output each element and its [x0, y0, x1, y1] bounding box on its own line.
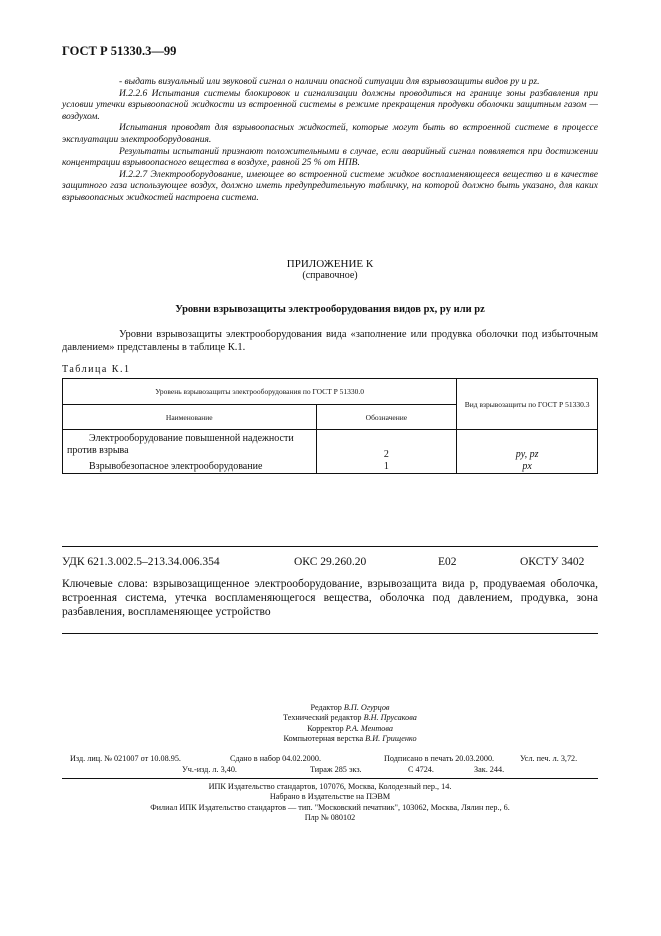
table-cell-type: px — [457, 460, 598, 474]
oks-code: ОКС 29.260.20 — [294, 556, 367, 568]
table-group-header: Уровень взрывозащиты электрооборудования по ГОСТ Р 51330.0 — [63, 379, 457, 405]
table-row — [63, 430, 598, 460]
imprint-item: Уч.-изд. л. 3,40. — [182, 765, 237, 774]
publisher-block — [62, 782, 598, 823]
publisher-line: Набрано в Издательстве на ПЭВМ — [269, 792, 391, 802]
table-col-symbol: Обозначение — [316, 405, 457, 430]
appendix-heading: Уровни взрывозащиты электрооборудования видов px, py или pz — [175, 304, 485, 315]
okstu-code: ОКСТУ 3402 — [520, 556, 585, 568]
credit-line: Компьютерная верстка В.И. Грищенко — [283, 733, 417, 743]
paragraph: Результаты испытаний признают положительными в случае, если аварийный сигнал появляется при достижении концентрации взрывоопасного вещества в воздухе, равной 25 % от НПВ. — [62, 146, 598, 169]
publisher-line: Плр № 080102 — [304, 812, 356, 822]
imprint-item: С 4724. — [408, 765, 434, 774]
udk-code: УДК 621.3.002.5–213.34.006.354 — [62, 556, 220, 568]
table-cell-type: py, pz — [457, 430, 598, 460]
imprint-item: Зак. 244. — [474, 765, 505, 774]
body-text — [62, 77, 598, 205]
publisher-line: ИПК Издательство стандартов, 107076, Москва, Колодезный пер., 14. — [208, 782, 452, 791]
table-col-type: Вид взрывозащиты по ГОСТ Р 51330.3 — [457, 379, 598, 430]
appendix-title: ПРИЛОЖЕНИЕ К — [286, 258, 374, 270]
table-row — [63, 460, 598, 474]
credit-line: Технический редактор В.Н. Прусакова — [283, 713, 417, 723]
divider — [62, 633, 598, 634]
imprint-item: Тираж 285 экз. — [310, 765, 362, 774]
e-code: Е02 — [438, 556, 457, 568]
table-cell-name: Взрывобезопасное электрооборудование — [63, 460, 317, 474]
paragraph: И.2.2.6 Испытания системы блокировок и сигнализации должны проводиться на границе зоны разбавления при условии утечки взрывоопасной жидкости из встроенной системы в режиме прекращения продувки оболочки защитным газом — воздухом. — [62, 88, 598, 122]
divider — [62, 778, 598, 779]
keywords: Ключевые слова: взрывозащищенное электрооборудование, взрывозащита вида p, продуваемая оболочка, встроенная система, утечка воспламеняющегося вещества, оболочка под давлением, продувка, зона разбавления, воспламеняющее устройство — [62, 578, 598, 618]
publisher-line: Филиал ИПК Издательство стандартов — тип. "Московский печатник", 103062, Москва, Лялин пер., 6. — [150, 802, 510, 812]
table-label: Таблица К.1 — [62, 364, 131, 375]
credits — [62, 703, 598, 744]
credit-line: Редактор В.П. Огурцов — [310, 703, 390, 712]
table-col-name: Наименование — [63, 405, 317, 430]
paragraph: И.2.2.7 Электрооборудование, имеющее во встроенной системе жидкое воспламеняющееся вещество и в качестве защитного газа использующее воздух, должно иметь предупредительную табличку, на которой должно быть указано, для каких взрывоопасных жидкостей настроена система. — [62, 169, 598, 203]
document-header: ГОСТ Р 51330.3—99 — [62, 44, 177, 58]
table-cell-name: Электрооборудование повышенной надежности против взрыва — [63, 430, 317, 460]
imprint-item: Сдано в набор 04.02.2000. — [230, 754, 322, 763]
imprint-item: Изд. лиц. № 021007 от 10.08.95. — [70, 754, 181, 763]
table-cell-symbol: 2 — [316, 430, 457, 460]
divider — [62, 546, 598, 547]
appendix-intro: Уровни взрывозащиты электрооборудования вида «заполнение или продувка оболочки под избыточным давлением» представлены в таблице К.1. — [62, 329, 598, 353]
imprint-item: Подписано в печать 20.03.2000. — [384, 754, 495, 763]
paragraph: Испытания проводят для взрывоопасных жидкостей, которые могут быть во встроенной системе в процессе эксплуатации электрооборудования. — [62, 123, 598, 145]
paragraph: - выдать визуальный или звуковой сигнал о наличии опасной ситуации для взрывозащиты видов py и pz. — [119, 77, 540, 87]
imprint-item: Усл. печ. л. 3,72. — [520, 754, 578, 763]
credit-line: Корректор Р.А. Ментова — [307, 723, 393, 733]
table-cell-symbol: 1 — [316, 460, 457, 474]
appendix-subtitle: (справочное) — [302, 270, 358, 281]
levels-table — [62, 378, 598, 474]
